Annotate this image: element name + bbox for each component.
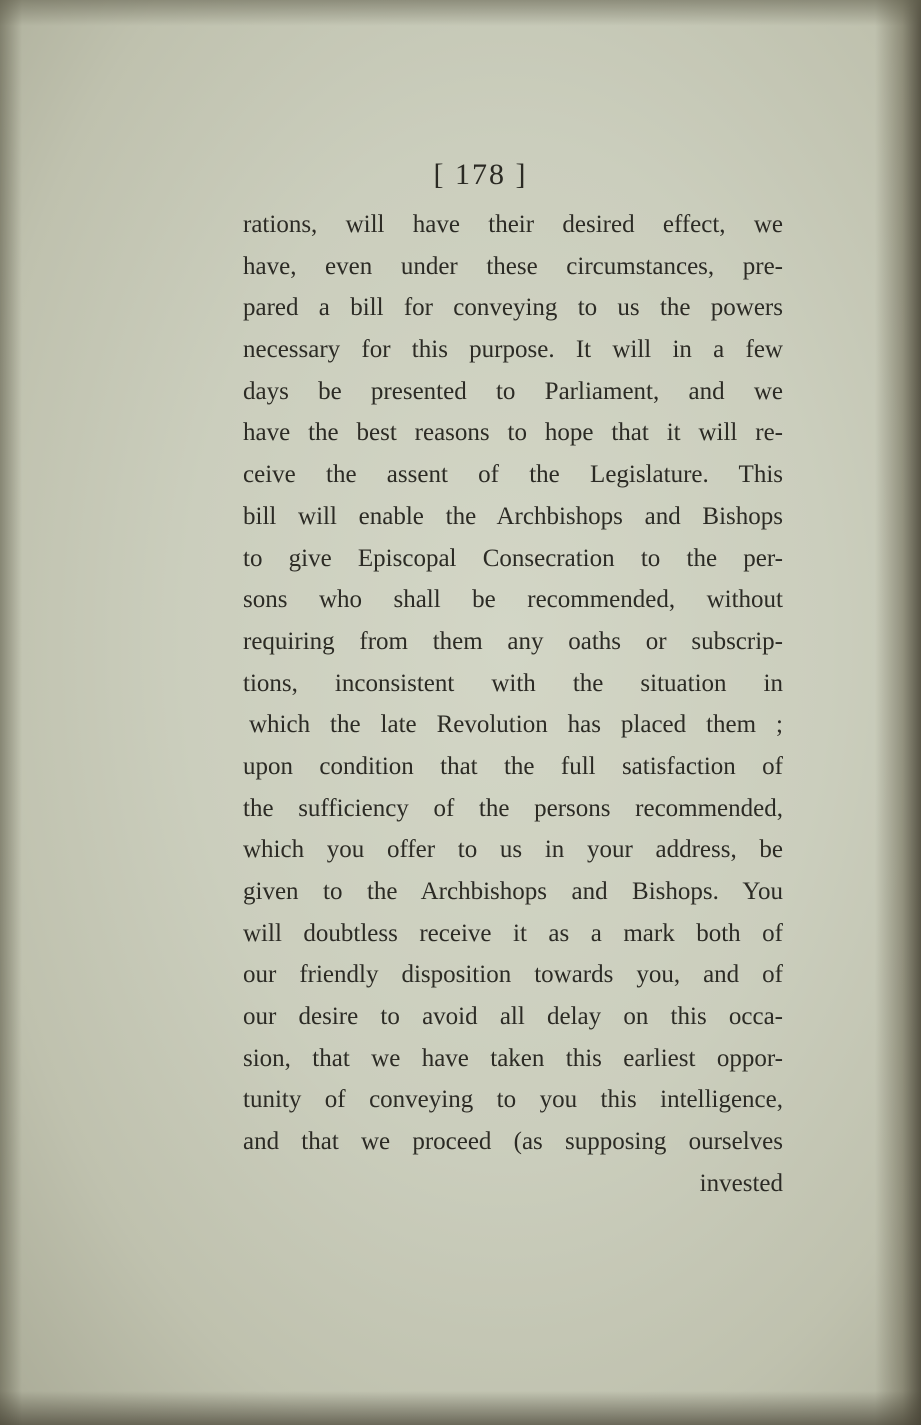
body-text — [243, 204, 783, 1205]
text-line: which the late Revolution has placed them ; — [249, 711, 783, 739]
page-shadow-top — [0, 0, 921, 26]
page-shadow-right — [875, 0, 921, 1425]
text-line: days be presented to Parliament, and we — [243, 377, 783, 405]
text-line: have the best reasons to hope that it will re- — [243, 419, 783, 447]
text-line: necessary for this purpose. It will in a few — [243, 336, 783, 364]
text-line: our desire to avoid all delay on this occa- — [243, 1003, 783, 1031]
text-line: which you offer to us in your address, be — [243, 836, 783, 864]
text-line: bill will enable the Archbishops and Bishops — [243, 502, 783, 530]
page-number: [ 178 ] — [433, 158, 528, 191]
text-line: sons who shall be recommended, without — [243, 586, 783, 614]
text-line: ceive the assent of the Legislature. This — [243, 461, 783, 489]
catchword: invested — [699, 1169, 783, 1197]
text-line: will doubtless receive it as a mark both of — [243, 919, 783, 947]
text-line: given to the Archbishops and Bishops. You — [243, 878, 783, 905]
page-shadow-bottom — [0, 1391, 921, 1425]
text-line: and that we proceed (as supposing ourselves — [243, 1128, 783, 1156]
text-line: have, even under these circumstances, pre- — [243, 252, 783, 280]
text-line: to give Episcopal Consecration to the per- — [243, 544, 783, 572]
text-line: rations, will have their desired effect, we — [243, 211, 783, 238]
text-line: tions, inconsistent with the situation in — [243, 669, 783, 697]
text-line: upon condition that the full satisfaction of — [243, 752, 783, 780]
text-line: sion, that we have taken this earliest oppor- — [243, 1044, 783, 1072]
text-line: tunity of conveying to you this intelligence, — [243, 1086, 783, 1114]
text-line: pared a bill for conveying to us the powers — [243, 294, 783, 322]
text-line: requiring from them any oaths or subscrip- — [243, 627, 783, 655]
text-line: the sufficiency of the persons recommended, — [243, 794, 783, 822]
text-line: our friendly disposition towards you, and of — [243, 961, 783, 989]
page-shadow-left — [0, 0, 22, 1425]
